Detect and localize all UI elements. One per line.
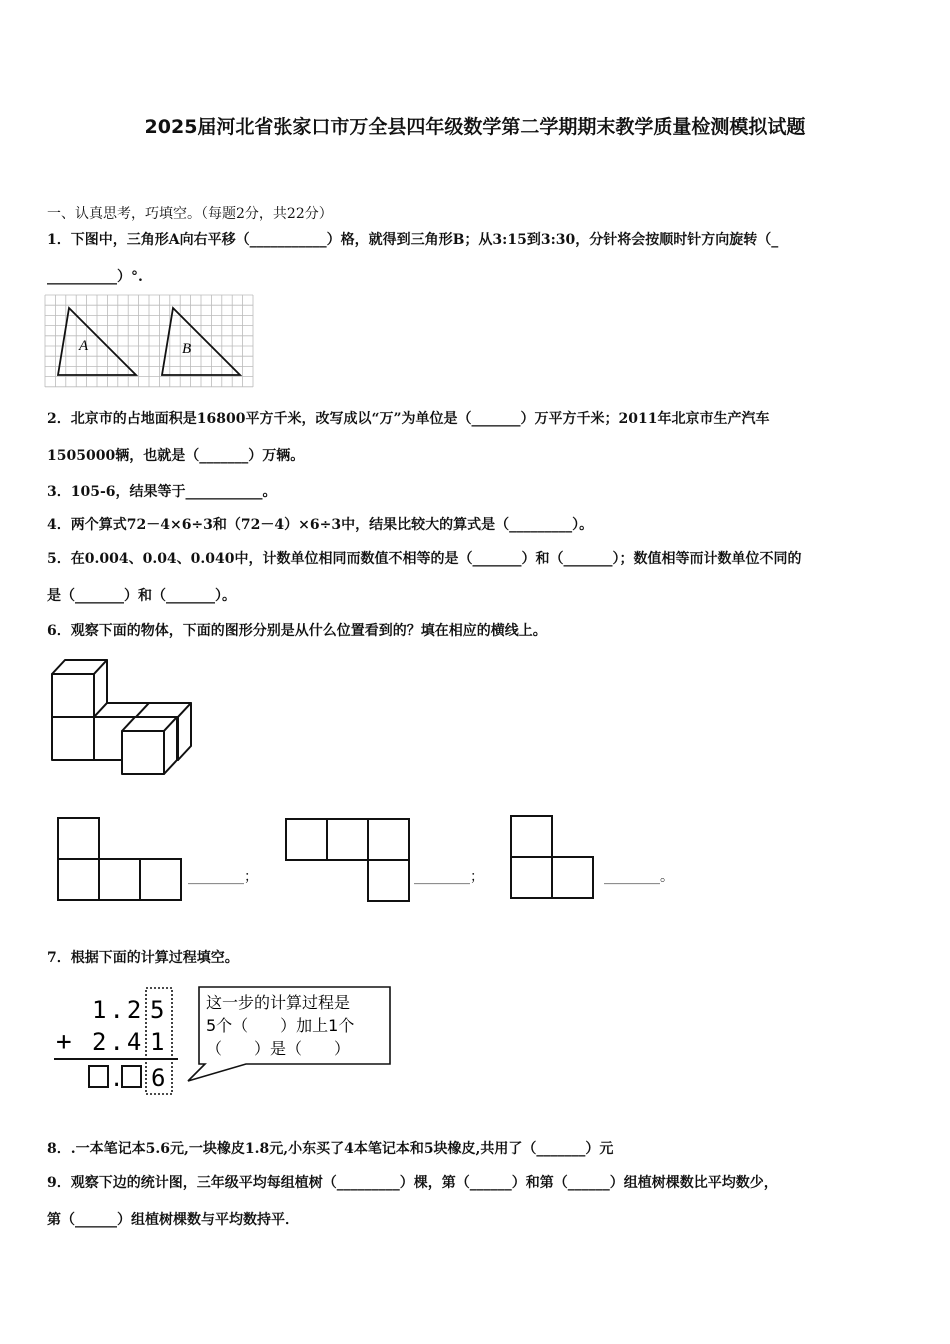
answer-box-ones[interactable]	[89, 1066, 108, 1087]
question-1-line-1: 1．下图中，三角形A向右平移（___________）格，就得到三角形B；从3:15到3:30，分针将会按顺时针方向旋转（_	[47, 232, 779, 248]
addend-2: 2.4	[92, 1028, 145, 1056]
view-1-blank[interactable]: ________；	[188, 869, 258, 885]
bubble-line-1: 这一步的计算过程是	[206, 993, 351, 1012]
plus-sign: +	[56, 1027, 72, 1057]
question-6: 6．观察下面的物体，下面的图形分别是从什么位置看到的？填在相应的横线上。	[47, 623, 547, 639]
view-3-blank[interactable]: ________。	[604, 869, 674, 885]
answer-box-tenths[interactable]	[122, 1066, 141, 1087]
view-2-figure	[285, 818, 410, 903]
section-heading: 一、认真思考，巧填空。（每题2分，共22分）	[47, 206, 333, 222]
page-title: 2025届河北省张家口市万全县四年级数学第二学期期末教学质量检测模拟试题	[144, 116, 806, 138]
grid-lines	[45, 295, 253, 387]
question-2-line-2: 1505000辆，也就是（_______）万辆。	[47, 448, 305, 464]
question-2-line-1: 2．北京市的占地面积是16800平方千米，改写成以“万”为单位是（_______）万平方千米；2011年北京市生产汽车	[47, 411, 770, 427]
vertical-addition-figure	[50, 983, 395, 1098]
svg-text:.: .	[110, 1067, 124, 1092]
question-5-line-2: 是（_______）和（_______）。	[47, 588, 236, 604]
addend-1: 1.2	[92, 996, 145, 1024]
triangle-a-label: A	[79, 338, 89, 354]
question-7: 7．根据下面的计算过程填空。	[47, 950, 239, 966]
cube-stack-figure	[45, 658, 195, 778]
question-9-line-2: 第（______）组植树棵数与平均数持平．	[47, 1212, 299, 1228]
question-8: 8．.一本笔记本5.6元,一块橡皮1.8元,小东买了4本笔记本和5块橡皮,共用了（_______）元	[47, 1141, 614, 1157]
addend-1-last-digit: 5	[150, 996, 165, 1024]
question-1-line-2: __________）°.	[47, 269, 143, 285]
view-2-blank[interactable]: ________；	[414, 869, 484, 885]
addend-2-last-digit: 1	[150, 1028, 165, 1056]
question-3: 3．105-6，结果等于___________。	[47, 484, 277, 500]
question-9-line-1: 9．观察下边的统计图，三年级平均每组植树（_________）棵，第（______）和第（______）组植树棵数比平均数少，	[47, 1175, 778, 1191]
bubble-line-3: （ ）是（ ）	[206, 1039, 351, 1058]
triangle-b-label: B	[182, 341, 192, 357]
view-3-figure	[510, 815, 595, 900]
question-4: 4．两个算式72－4×6÷3和（72－4）×6÷3中，结果比较大的算式是（_________）。	[47, 517, 594, 533]
bubble-line-2: 5个（ ）加上1个	[206, 1016, 355, 1035]
triangle-grid-figure	[45, 295, 255, 387]
view-1-figure	[57, 817, 182, 902]
result-last-digit: 6	[151, 1064, 166, 1092]
question-5-line-1: 5．在0.004、0.04、0.040中，计数单位相同而数值不相等的是（_______）和（_______）；数值相等而计数单位不同的	[47, 551, 802, 567]
